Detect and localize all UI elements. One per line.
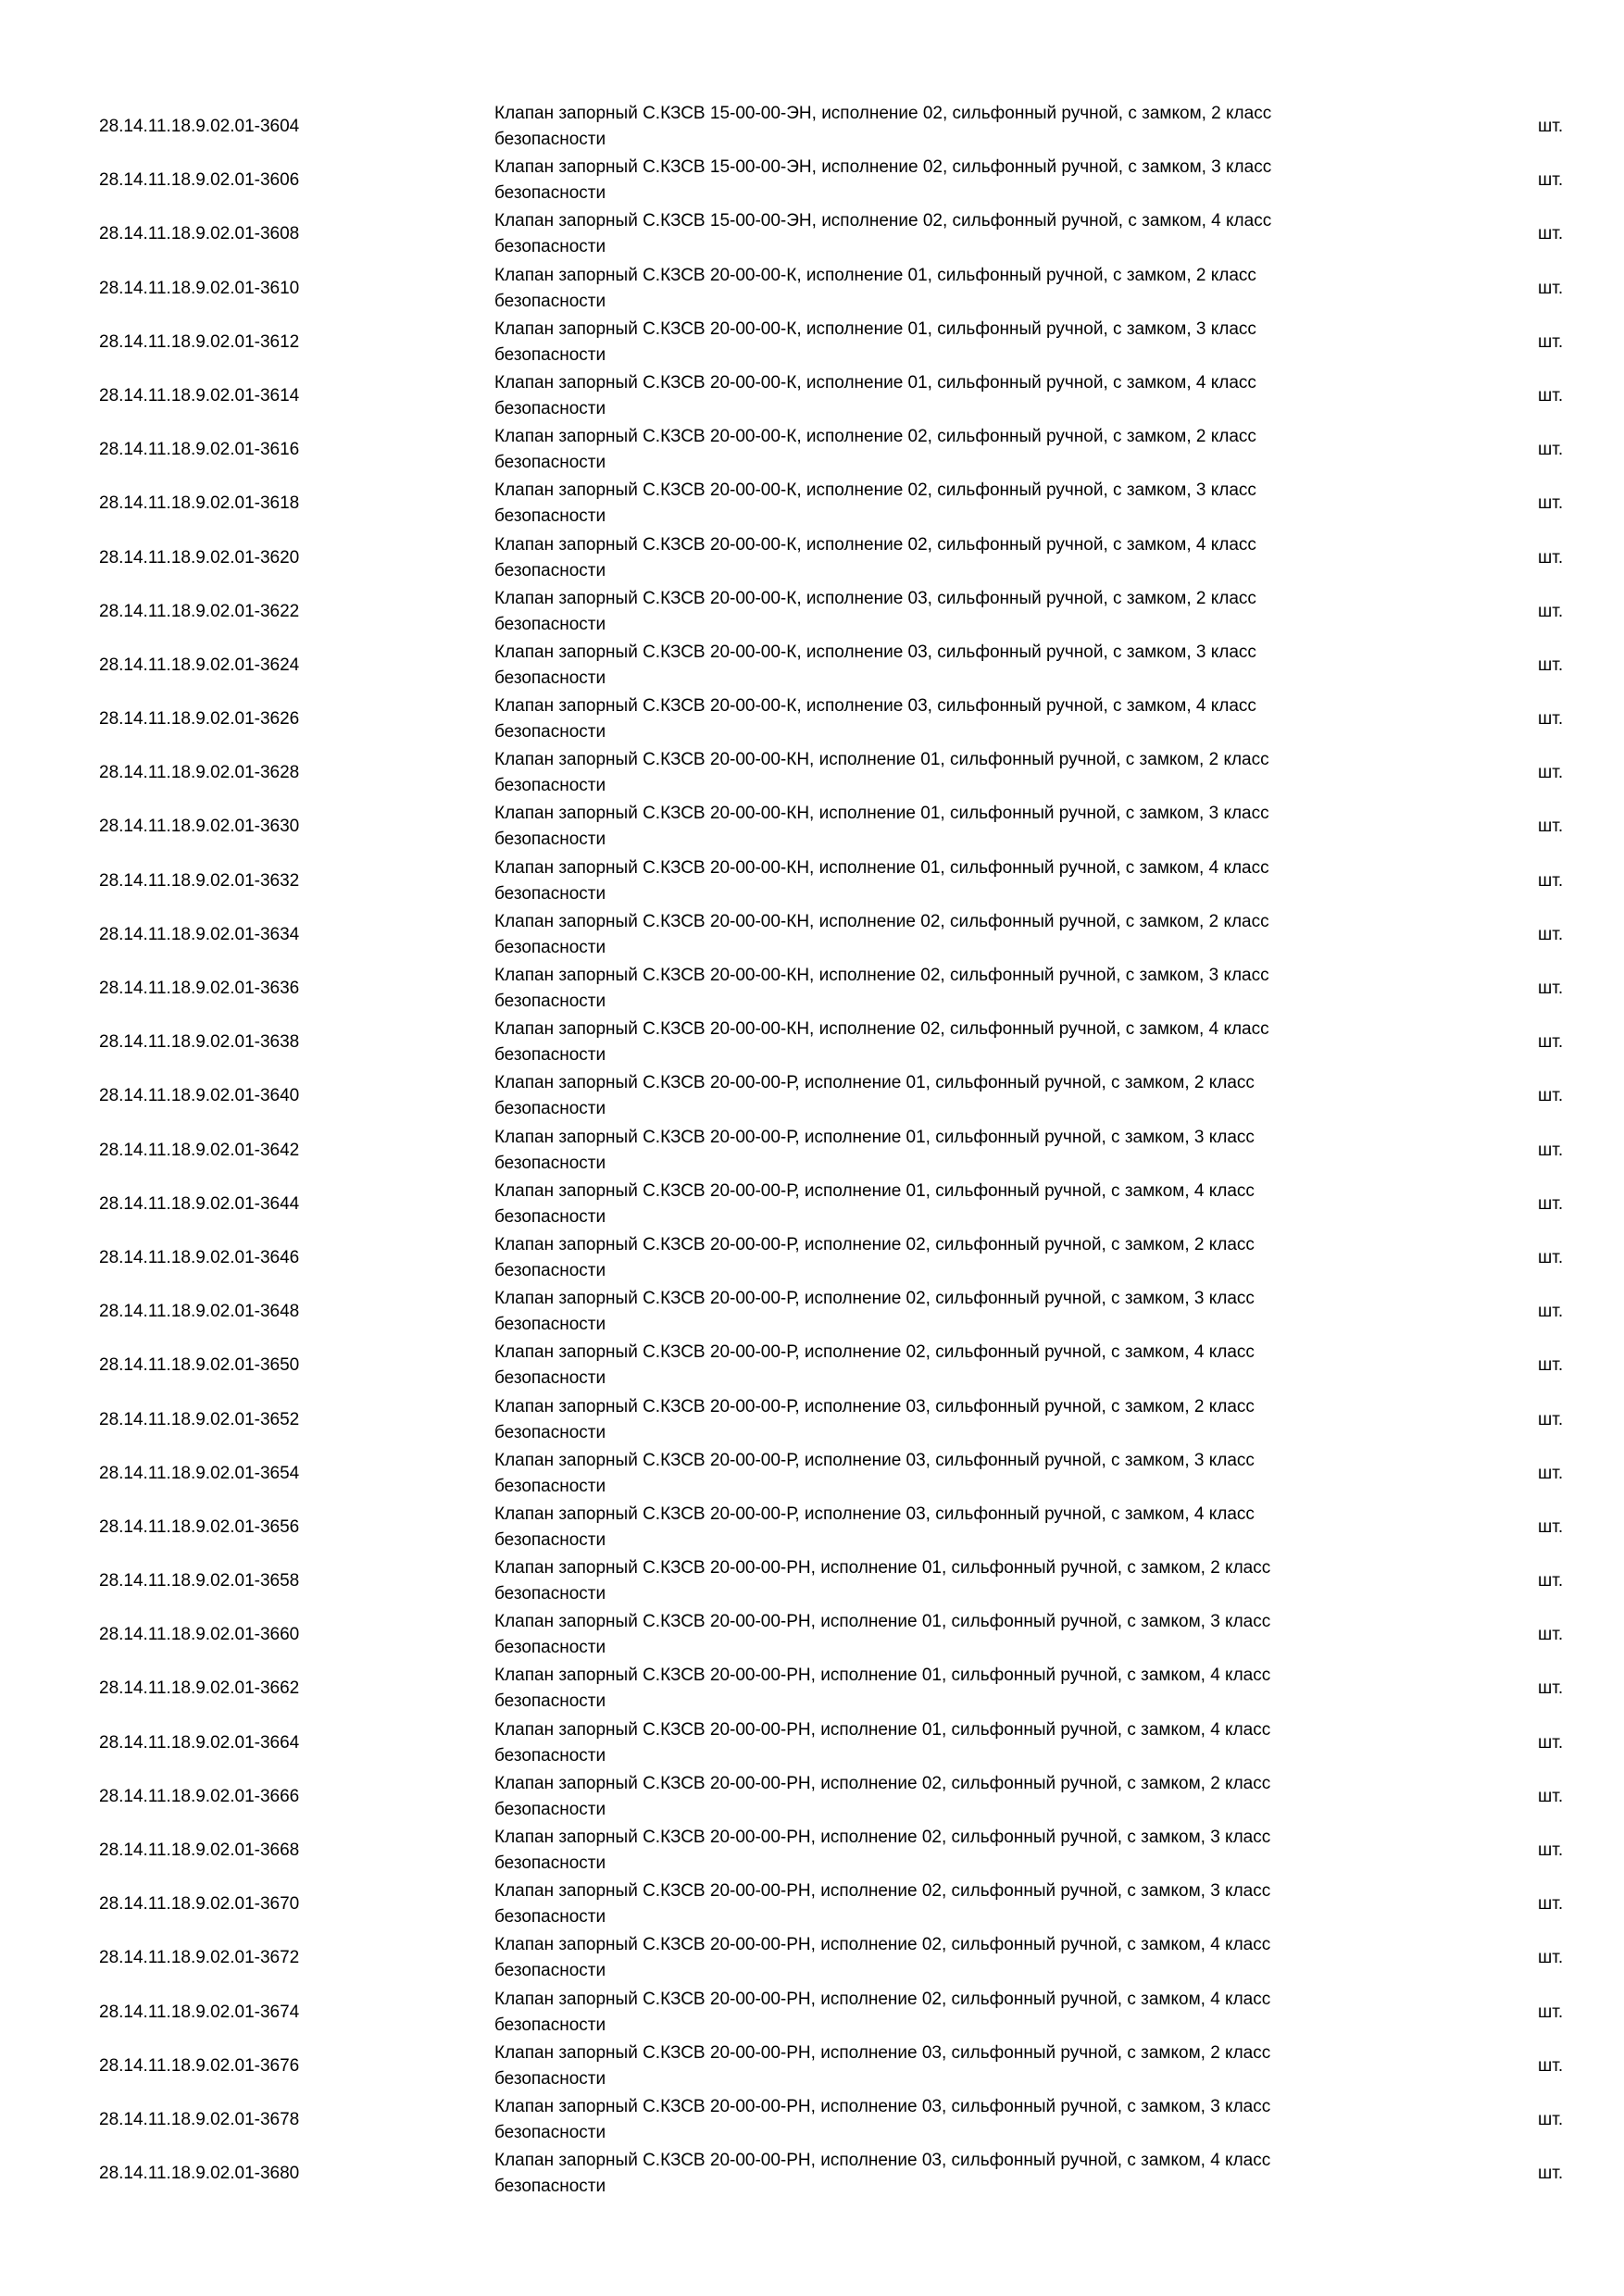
item-description <box>494 317 1393 368</box>
item-description <box>494 2040 1393 2092</box>
item-description-line1: Клапан запорный С.КЗСВ 20-00-00-КН, исполнение 02, сильфонный ручной, с замком, 3 класс <box>494 966 1269 985</box>
item-code: 28.14.11.18.9.02.01-3624 <box>99 655 300 675</box>
item-description <box>494 2148 1393 2200</box>
item-description-line2: безопасности <box>494 668 606 688</box>
item-code: 28.14.11.18.9.02.01-3626 <box>99 709 300 730</box>
table-row <box>0 586 1624 640</box>
item-unit: шт. <box>1538 1409 1564 1429</box>
item-description <box>494 1286 1393 1338</box>
item-unit: шт. <box>1538 1193 1564 1214</box>
item-unit: шт. <box>1538 493 1564 514</box>
item-description-line2: безопасности <box>494 1368 606 1389</box>
item-description <box>494 1555 1393 1607</box>
item-code: 28.14.11.18.9.02.01-3648 <box>99 1302 300 1322</box>
item-description-line2: безопасности <box>494 560 606 580</box>
item-unit: шт. <box>1538 1841 1564 1860</box>
item-description-line2: безопасности <box>494 1260 606 1280</box>
item-description <box>494 370 1393 422</box>
item-description-line2: безопасности <box>494 1799 606 1819</box>
item-description-line1: Клапан запорный С.КЗСВ 20-00-00-РН, исполнение 02, сильфонный ручной, с замком, 3 класс <box>494 1828 1271 1847</box>
item-code: 28.14.11.18.9.02.01-3652 <box>99 1409 300 1429</box>
item-description <box>494 963 1393 1015</box>
item-description <box>494 1878 1393 1930</box>
item-description <box>494 101 1393 153</box>
item-description <box>494 1394 1393 1446</box>
item-description <box>494 2094 1393 2146</box>
item-unit: шт. <box>1538 1086 1564 1106</box>
item-code: 28.14.11.18.9.02.01-3608 <box>99 224 300 244</box>
table-row <box>0 1340 1624 1393</box>
table-row <box>0 1663 1624 1716</box>
item-code: 28.14.11.18.9.02.01-3656 <box>99 1516 300 1537</box>
item-code: 28.14.11.18.9.02.01-3668 <box>99 1841 300 1860</box>
item-description-line1: Клапан запорный С.КЗСВ 20-00-00-К, исполнение 02, сильфонный ручной, с замком, 2 класс <box>494 427 1256 447</box>
item-description-line1: Клапан запорный С.КЗСВ 20-00-00-КН, исполнение 01, сильфонный ручной, с замком, 2 класс <box>494 750 1269 770</box>
item-unit: шт. <box>1538 2055 1564 2076</box>
table-row <box>0 1125 1624 1179</box>
item-description-line1: Клапан запорный С.КЗСВ 20-00-00-РН, исполнение 01, сильфонный ручной, с замком, 4 класс <box>494 1666 1271 1686</box>
item-unit: шт. <box>1538 1302 1564 1322</box>
table-row <box>0 1502 1624 1555</box>
table-row <box>0 532 1624 586</box>
table-row <box>0 1932 1624 1986</box>
item-unit: шт. <box>1538 1678 1564 1699</box>
table-row <box>0 1017 1624 1070</box>
item-code: 28.14.11.18.9.02.01-3644 <box>99 1193 300 1214</box>
item-description-line1: Клапан запорный С.КЗСВ 20-00-00-КН, исполнение 01, сильфонный ручной, с замком, 3 класс <box>494 804 1269 824</box>
item-description <box>494 1070 1393 1122</box>
item-description-line2: безопасности <box>494 1907 606 1928</box>
table-row <box>0 693 1624 747</box>
item-description-line2: безопасности <box>494 1745 606 1766</box>
table-row <box>0 1878 1624 1932</box>
item-description <box>494 1179 1393 1230</box>
item-code: 28.14.11.18.9.02.01-3640 <box>99 1086 300 1106</box>
table-row <box>0 101 1624 155</box>
item-description-line2: безопасности <box>494 1529 606 1550</box>
item-description <box>494 586 1393 638</box>
item-description <box>494 478 1393 530</box>
table-row <box>0 1555 1624 1609</box>
item-description-line2: безопасности <box>494 2122 606 2142</box>
item-description-line2: безопасности <box>494 614 606 634</box>
item-description-line2: безопасности <box>494 722 606 742</box>
item-description <box>494 155 1393 206</box>
item-code: 28.14.11.18.9.02.01-3632 <box>99 870 300 891</box>
item-code: 28.14.11.18.9.02.01-3620 <box>99 547 300 568</box>
item-code: 28.14.11.18.9.02.01-3674 <box>99 2002 300 2022</box>
item-code: 28.14.11.18.9.02.01-3610 <box>99 278 300 298</box>
table-row <box>0 855 1624 909</box>
table-row <box>0 747 1624 801</box>
item-code: 28.14.11.18.9.02.01-3662 <box>99 1678 300 1699</box>
item-unit: шт. <box>1538 2109 1564 2129</box>
table-row <box>0 478 1624 531</box>
item-description <box>494 424 1393 476</box>
item-unit: шт. <box>1538 1786 1564 1806</box>
table-row <box>0 1825 1624 1878</box>
item-description-line2: безопасности <box>494 344 606 365</box>
item-description-line2: безопасности <box>494 1315 606 1335</box>
item-description-line2: безопасности <box>494 1422 606 1442</box>
item-description-line2: безопасности <box>494 1153 606 1173</box>
item-unit: шт. <box>1538 117 1564 136</box>
item-description-line2: безопасности <box>494 1045 606 1066</box>
price-list-table <box>0 101 1624 2202</box>
item-description-line1: Клапан запорный С.КЗСВ 20-00-00-Р, исполнение 03, сильфонный ручной, с замком, 3 класс <box>494 1450 1255 1470</box>
table-row <box>0 801 1624 855</box>
item-description-line1: Клапан запорный С.КЗСВ 20-00-00-РН, исполнение 02, сильфонный ручной, с замком, 3 класс <box>494 1881 1271 1902</box>
item-description-line1: Клапан запорный С.КЗСВ 20-00-00-РН, исполнение 02, сильфонный ручной, с замком, 4 класс <box>494 1935 1271 1955</box>
item-unit: шт. <box>1538 1463 1564 1483</box>
item-code: 28.14.11.18.9.02.01-3672 <box>99 1948 300 1968</box>
item-description-line2: безопасности <box>494 183 606 204</box>
item-description-line1: Клапан запорный С.КЗСВ 20-00-00-К, исполнение 02, сильфонный ручной, с замком, 4 класс <box>494 534 1256 555</box>
item-unit: шт. <box>1538 979 1564 998</box>
item-unit: шт. <box>1538 1516 1564 1537</box>
item-unit: шт. <box>1538 2164 1564 2184</box>
item-unit: шт. <box>1538 924 1564 944</box>
item-description <box>494 801 1393 853</box>
item-description <box>494 1232 1393 1284</box>
item-code: 28.14.11.18.9.02.01-3680 <box>99 2164 300 2184</box>
item-description-line1: Клапан запорный С.КЗСВ 20-00-00-Р, исполнение 02, сильфонный ручной, с замком, 4 класс <box>494 1342 1255 1363</box>
item-code: 28.14.11.18.9.02.01-3658 <box>99 1571 300 1591</box>
item-description-line2: безопасности <box>494 506 606 527</box>
item-code: 28.14.11.18.9.02.01-3650 <box>99 1355 300 1376</box>
item-description-line1: Клапан запорный С.КЗСВ 20-00-00-РН, исполнение 01, сильфонный ручной, с замком, 2 класс <box>494 1558 1271 1578</box>
item-description <box>494 1125 1393 1177</box>
item-unit: шт. <box>1538 1247 1564 1267</box>
table-row <box>0 1286 1624 1340</box>
table-row <box>0 963 1624 1017</box>
item-code: 28.14.11.18.9.02.01-3612 <box>99 331 300 352</box>
item-description <box>494 1609 1393 1661</box>
table-row <box>0 1609 1624 1663</box>
item-description-line1: Клапан запорный С.КЗСВ 20-00-00-Р, исполнение 03, сильфонный ручной, с замком, 4 класс <box>494 1504 1255 1524</box>
item-unit: шт. <box>1538 2002 1564 2022</box>
item-description <box>494 532 1393 584</box>
item-description-line2: безопасности <box>494 1099 606 1119</box>
item-description-line1: Клапан запорный С.КЗСВ 20-00-00-РН, исполнение 03, сильфонный ручной, с замком, 3 класс <box>494 2096 1271 2116</box>
item-code: 28.14.11.18.9.02.01-3664 <box>99 1732 300 1753</box>
item-description-line1: Клапан запорный С.КЗСВ 20-00-00-РН, исполнение 03, сильфонный ручной, с замком, 4 класс <box>494 2151 1271 2171</box>
table-row <box>0 1394 1624 1448</box>
item-description <box>494 693 1393 745</box>
item-unit: шт. <box>1538 1948 1564 1968</box>
item-code: 28.14.11.18.9.02.01-3630 <box>99 817 300 837</box>
item-description-line1: Клапан запорный С.КЗСВ 20-00-00-РН, исполнение 03, сильфонный ручной, с замком, 2 класс <box>494 2042 1271 2063</box>
table-row <box>0 263 1624 317</box>
item-description <box>494 640 1393 692</box>
item-unit: шт. <box>1538 1571 1564 1591</box>
item-unit: шт. <box>1538 1732 1564 1753</box>
item-description <box>494 1717 1393 1769</box>
item-description-line2: безопасности <box>494 237 606 257</box>
item-description <box>494 1987 1393 2039</box>
item-unit: шт. <box>1538 763 1564 783</box>
item-description-line2: безопасности <box>494 776 606 796</box>
item-description <box>494 208 1393 260</box>
table-row <box>0 1448 1624 1502</box>
item-unit: шт. <box>1538 1894 1564 1915</box>
item-description-line1: Клапан запорный С.КЗСВ 20-00-00-К, исполнение 01, сильфонный ручной, с замком, 2 класс <box>494 265 1256 285</box>
item-description-line2: безопасности <box>494 1584 606 1604</box>
item-description-line2: безопасности <box>494 830 606 850</box>
item-description <box>494 1771 1393 1823</box>
item-code: 28.14.11.18.9.02.01-3642 <box>99 1140 300 1160</box>
table-row <box>0 155 1624 208</box>
table-row <box>0 2040 1624 2094</box>
item-unit: шт. <box>1538 870 1564 891</box>
item-unit: шт. <box>1538 547 1564 568</box>
table-row <box>0 370 1624 424</box>
item-description <box>494 263 1393 315</box>
item-description-line2: безопасности <box>494 883 606 904</box>
item-code: 28.14.11.18.9.02.01-3628 <box>99 763 300 783</box>
item-code: 28.14.11.18.9.02.01-3660 <box>99 1625 300 1645</box>
item-description-line2: безопасности <box>494 1961 606 1981</box>
item-description <box>494 909 1393 961</box>
item-description-line1: Клапан запорный С.КЗСВ 20-00-00-КН, исполнение 02, сильфонный ручной, с замком, 4 класс <box>494 1019 1269 1040</box>
item-description-line2: безопасности <box>494 1853 606 1873</box>
item-description <box>494 1448 1393 1500</box>
table-row <box>0 1717 1624 1771</box>
table-row <box>0 424 1624 478</box>
item-description-line1: Клапан запорный С.КЗСВ 20-00-00-РН, исполнение 02, сильфонный ручной, с замком, 2 класс <box>494 1773 1271 1793</box>
item-description-line2: безопасности <box>494 2177 606 2197</box>
item-unit: шт. <box>1538 1625 1564 1645</box>
item-description-line1: Клапан запорный С.КЗСВ 20-00-00-КН, исполнение 01, сильфонный ручной, с замком, 4 класс <box>494 857 1269 878</box>
item-description-line1: Клапан запорный С.КЗСВ 20-00-00-Р, исполнение 01, сильфонный ручной, с замком, 4 класс <box>494 1180 1255 1201</box>
item-code: 28.14.11.18.9.02.01-3638 <box>99 1032 300 1053</box>
item-description <box>494 1017 1393 1068</box>
item-description-line2: безопасности <box>494 1206 606 1227</box>
item-unit: шт. <box>1538 170 1564 191</box>
item-description <box>494 1825 1393 1877</box>
table-row <box>0 1070 1624 1124</box>
table-row <box>0 2148 1624 2202</box>
table-row <box>0 640 1624 693</box>
item-description-line2: безопасности <box>494 398 606 418</box>
item-unit: шт. <box>1538 817 1564 837</box>
item-description-line1: Клапан запорный С.КЗСВ 20-00-00-Р, исполнение 02, сильфонный ручной, с замком, 3 класс <box>494 1289 1255 1309</box>
item-code: 28.14.11.18.9.02.01-3604 <box>99 117 300 136</box>
item-code: 28.14.11.18.9.02.01-3622 <box>99 601 300 621</box>
item-unit: шт. <box>1538 1355 1564 1376</box>
item-description-line2: безопасности <box>494 937 606 957</box>
item-description-line1: Клапан запорный С.КЗСВ 20-00-00-КН, исполнение 02, сильфонный ручной, с замком, 2 класс <box>494 911 1269 931</box>
item-description-line1: Клапан запорный С.КЗСВ 20-00-00-К, исполнение 01, сильфонный ручной, с замком, 4 класс <box>494 372 1256 393</box>
item-description-line1: Клапан запорный С.КЗСВ 20-00-00-К, исполнение 03, сильфонный ручной, с замком, 3 класс <box>494 642 1256 662</box>
item-description-line1: Клапан запорный С.КЗСВ 20-00-00-РН, исполнение 02, сильфонный ручной, с замком, 4 класс <box>494 1989 1271 2009</box>
item-description <box>494 1502 1393 1554</box>
item-code: 28.14.11.18.9.02.01-3678 <box>99 2109 300 2129</box>
item-code: 28.14.11.18.9.02.01-3654 <box>99 1463 300 1483</box>
item-code: 28.14.11.18.9.02.01-3666 <box>99 1786 300 1806</box>
table-row <box>0 909 1624 963</box>
item-unit: шт. <box>1538 278 1564 298</box>
item-description-line2: безопасности <box>494 2015 606 2035</box>
item-description-line1: Клапан запорный С.КЗСВ 20-00-00-Р, исполнение 02, сильфонный ручной, с замком, 2 класс <box>494 1234 1255 1254</box>
item-code: 28.14.11.18.9.02.01-3634 <box>99 924 300 944</box>
item-description-line1: Клапан запорный С.КЗСВ 20-00-00-РН, исполнение 01, сильфонный ручной, с замком, 3 класс <box>494 1612 1271 1632</box>
item-description-line2: безопасности <box>494 992 606 1011</box>
item-description <box>494 747 1393 799</box>
item-code: 28.14.11.18.9.02.01-3606 <box>99 170 300 191</box>
table-row <box>0 1987 1624 2040</box>
item-unit: шт. <box>1538 1140 1564 1160</box>
table-row <box>0 1771 1624 1825</box>
item-description-line2: безопасности <box>494 1476 606 1496</box>
item-description-line1: Клапан запорный С.КЗСВ 15-00-00-ЭН, исполнение 02, сильфонный ручной, с замком, 3 класс <box>494 157 1272 178</box>
item-code: 28.14.11.18.9.02.01-3616 <box>99 440 300 460</box>
item-code: 28.14.11.18.9.02.01-3670 <box>99 1894 300 1915</box>
item-unit: шт. <box>1538 385 1564 406</box>
item-description-line2: безопасности <box>494 1638 606 1658</box>
item-description <box>494 1663 1393 1715</box>
item-description-line2: безопасности <box>494 291 606 311</box>
item-unit: шт. <box>1538 224 1564 244</box>
item-description-line1: Клапан запорный С.КЗСВ 20-00-00-К, исполнение 03, сильфонный ручной, с замком, 4 класс <box>494 696 1256 717</box>
item-description-line2: безопасности <box>494 2068 606 2089</box>
item-description-line1: Клапан запорный С.КЗСВ 15-00-00-ЭН, исполнение 02, сильфонный ручной, с замком, 4 класс <box>494 211 1272 231</box>
item-description <box>494 1340 1393 1391</box>
item-code: 28.14.11.18.9.02.01-3676 <box>99 2055 300 2076</box>
item-unit: шт. <box>1538 440 1564 460</box>
table-row <box>0 317 1624 370</box>
item-description-line1: Клапан запорный С.КЗСВ 20-00-00-К, исполнение 02, сильфонный ручной, с замком, 3 класс <box>494 480 1256 501</box>
item-description-line1: Клапан запорный С.КЗСВ 20-00-00-К, исполнение 01, сильфонный ручной, с замком, 3 класс <box>494 318 1256 339</box>
item-description-line2: безопасности <box>494 453 606 473</box>
item-code: 28.14.11.18.9.02.01-3636 <box>99 979 300 998</box>
item-description-line1: Клапан запорный С.КЗСВ 20-00-00-РН, исполнение 01, сильфонный ручной, с замком, 4 класс <box>494 1719 1271 1740</box>
item-description-line1: Клапан запорный С.КЗСВ 20-00-00-Р, исполнение 03, сильфонный ручной, с замком, 2 класс <box>494 1396 1255 1416</box>
item-description <box>494 1932 1393 1984</box>
item-unit: шт. <box>1538 709 1564 730</box>
item-unit: шт. <box>1538 655 1564 675</box>
item-description-line2: безопасности <box>494 130 606 149</box>
item-code: 28.14.11.18.9.02.01-3646 <box>99 1247 300 1267</box>
item-code: 28.14.11.18.9.02.01-3618 <box>99 493 300 514</box>
table-row <box>0 208 1624 262</box>
item-code: 28.14.11.18.9.02.01-3614 <box>99 385 300 406</box>
item-description-line1: Клапан запорный С.КЗСВ 20-00-00-Р, исполнение 01, сильфонный ручной, с замком, 3 класс <box>494 1127 1255 1147</box>
item-description-line1: Клапан запорный С.КЗСВ 20-00-00-К, исполнение 03, сильфонный ручной, с замком, 2 класс <box>494 588 1256 608</box>
item-unit: шт. <box>1538 331 1564 352</box>
table-row <box>0 1232 1624 1286</box>
item-description-line1: Клапан запорный С.КЗСВ 15-00-00-ЭН, исполнение 02, сильфонный ручной, с замком, 2 класс <box>494 104 1272 123</box>
item-description <box>494 855 1393 907</box>
table-row <box>0 1179 1624 1232</box>
item-description-line2: безопасности <box>494 1691 606 1712</box>
item-unit: шт. <box>1538 1032 1564 1053</box>
table-row <box>0 2094 1624 2148</box>
item-unit: шт. <box>1538 601 1564 621</box>
item-description-line1: Клапан запорный С.КЗСВ 20-00-00-Р, исполнение 01, сильфонный ручной, с замком, 2 класс <box>494 1073 1255 1093</box>
